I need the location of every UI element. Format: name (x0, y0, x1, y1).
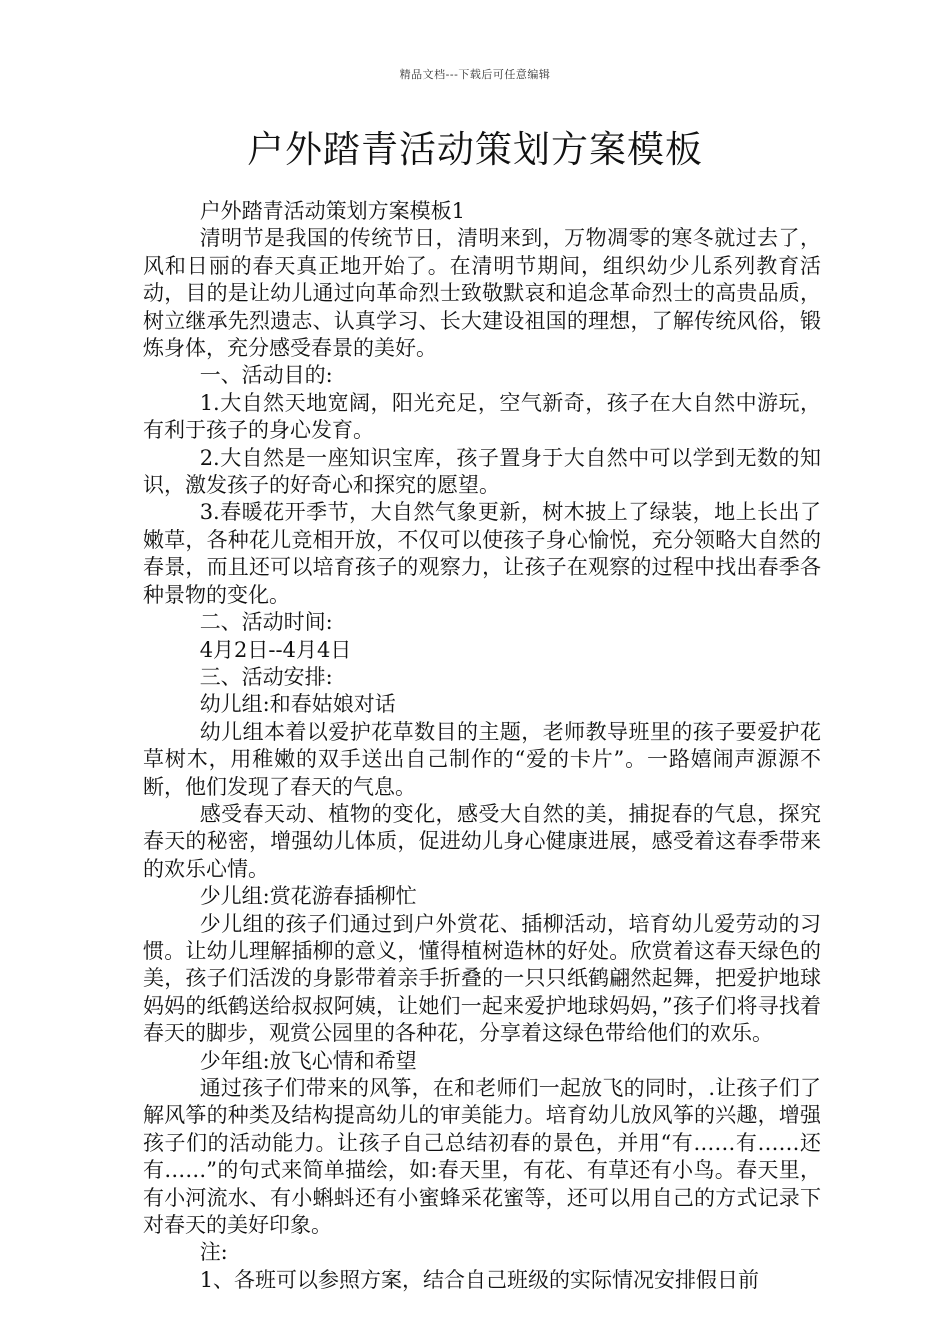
document-body (143, 198, 821, 1294)
note-heading: 注: (199, 1240, 228, 1265)
section-heading-time: 二、活动时间: (199, 610, 333, 635)
toddler-paragraph-2: 感受春天动、植物的变化，感受大自然的美，捕捉春的气息，探究春天的秘密，增强幼儿体质，促进幼儿身心健康进展，感受着这春季带来的欢乐心情。 (143, 801, 821, 881)
note-item-1: 1、各班可以参照方案，结合自己班级的实际情况安排假日前 (199, 1267, 760, 1292)
child-paragraph: 少儿组的孩子们通过到户外赏花、插柳活动，培育幼儿爱劳动的习惯。让幼儿理解插柳的意义，懂得植树造林的好处。欣赏着这春天绿色的美，孩子们活泼的身影带着亲手折叠的一只只纸鹤翩然起舞，把爱护地球妈妈的纸鹤送给叔叔阿姨，让她们一起来爱护地球妈妈，”孩子们将寻找着春天的脚步，观赏公园里的各种花，分享着这绿色带给他们的欢乐。 (143, 911, 821, 1046)
purpose-item-2: 2.大自然是一座知识宝库，孩子置身于大自然中可以学到无数的知识，激发孩子的好奇心和探究的愿望。 (143, 445, 821, 498)
intro-paragraph: 清明节是我国的传统节日，清明来到，万物凋零的寒冬就过去了，风和日丽的春天真正地开始了。在清明节期间，组织幼少儿系列教育活动，目的是让幼儿通过向革命烈士致敬默哀和追念革命烈士的高贵品质，树立继承先烈遗志、认真学习、长大建设祖国的理想，了解传统风俗，锻炼身体，充分感受春景的美好。 (143, 226, 821, 361)
section-heading-arrangement: 三、活动安排: (199, 664, 333, 689)
group-heading-toddler: 幼儿组:和春姑娘对话 (199, 692, 396, 717)
page-header: 精品文档---下载后可任意编辑 (399, 68, 551, 81)
document-title: 户外踏青活动策划方案模板 (247, 128, 703, 171)
youth-paragraph: 通过孩子们带来的风筝，在和老师们一起放飞的同时，.让孩子们了解风筝的种类及结构提高幼儿的审美能力。培育幼儿放风筝的兴趣，增强孩子们的活动能力。让孩子自己总结初春的景色，并用“有……有……还有……”的句式来简单描绘，如:春天里，有花、有草还有小鸟。春天里，有小河流水、有小蝌蚪还有小蜜蜂采花蜜等，还可以用自己的方式记录下对春天的美好印象。 (143, 1076, 821, 1238)
group-heading-child: 少儿组:赏花游春插柳忙 (199, 884, 417, 909)
group-heading-youth: 少年组:放飞心情和希望 (199, 1048, 417, 1073)
purpose-item-3: 3.春暖花开季节，大自然气象更新，树木披上了绿装，地上长出了嫩草，各种花儿竞相开放，不仅可以使孩子身心愉悦，充分领略大自然的春景，而且还可以培育孩子的观察力，让孩子在观察的过程中找出春季各种景物的变化。 (143, 500, 821, 607)
activity-dates: 4月2日--4月4日 (199, 637, 352, 662)
purpose-item-1: 1.大自然天地宽阔，阳光充足，空气新奇，孩子在大自然中游玩，有利于孩子的身心发育。 (143, 390, 821, 443)
subtitle-paragraph: 户外踏青活动策划方案模板1 (199, 199, 466, 223)
toddler-paragraph-1: 幼儿组本着以爱护花草数目的主题，老师教导班里的孩子要爱护花草树木，用稚嫩的双手送出自己制作的“爱的卡片”。一路嬉闹声源源不断，他们发现了春天的气息。 (143, 719, 821, 799)
section-heading-purpose: 一、活动目的: (199, 363, 333, 388)
